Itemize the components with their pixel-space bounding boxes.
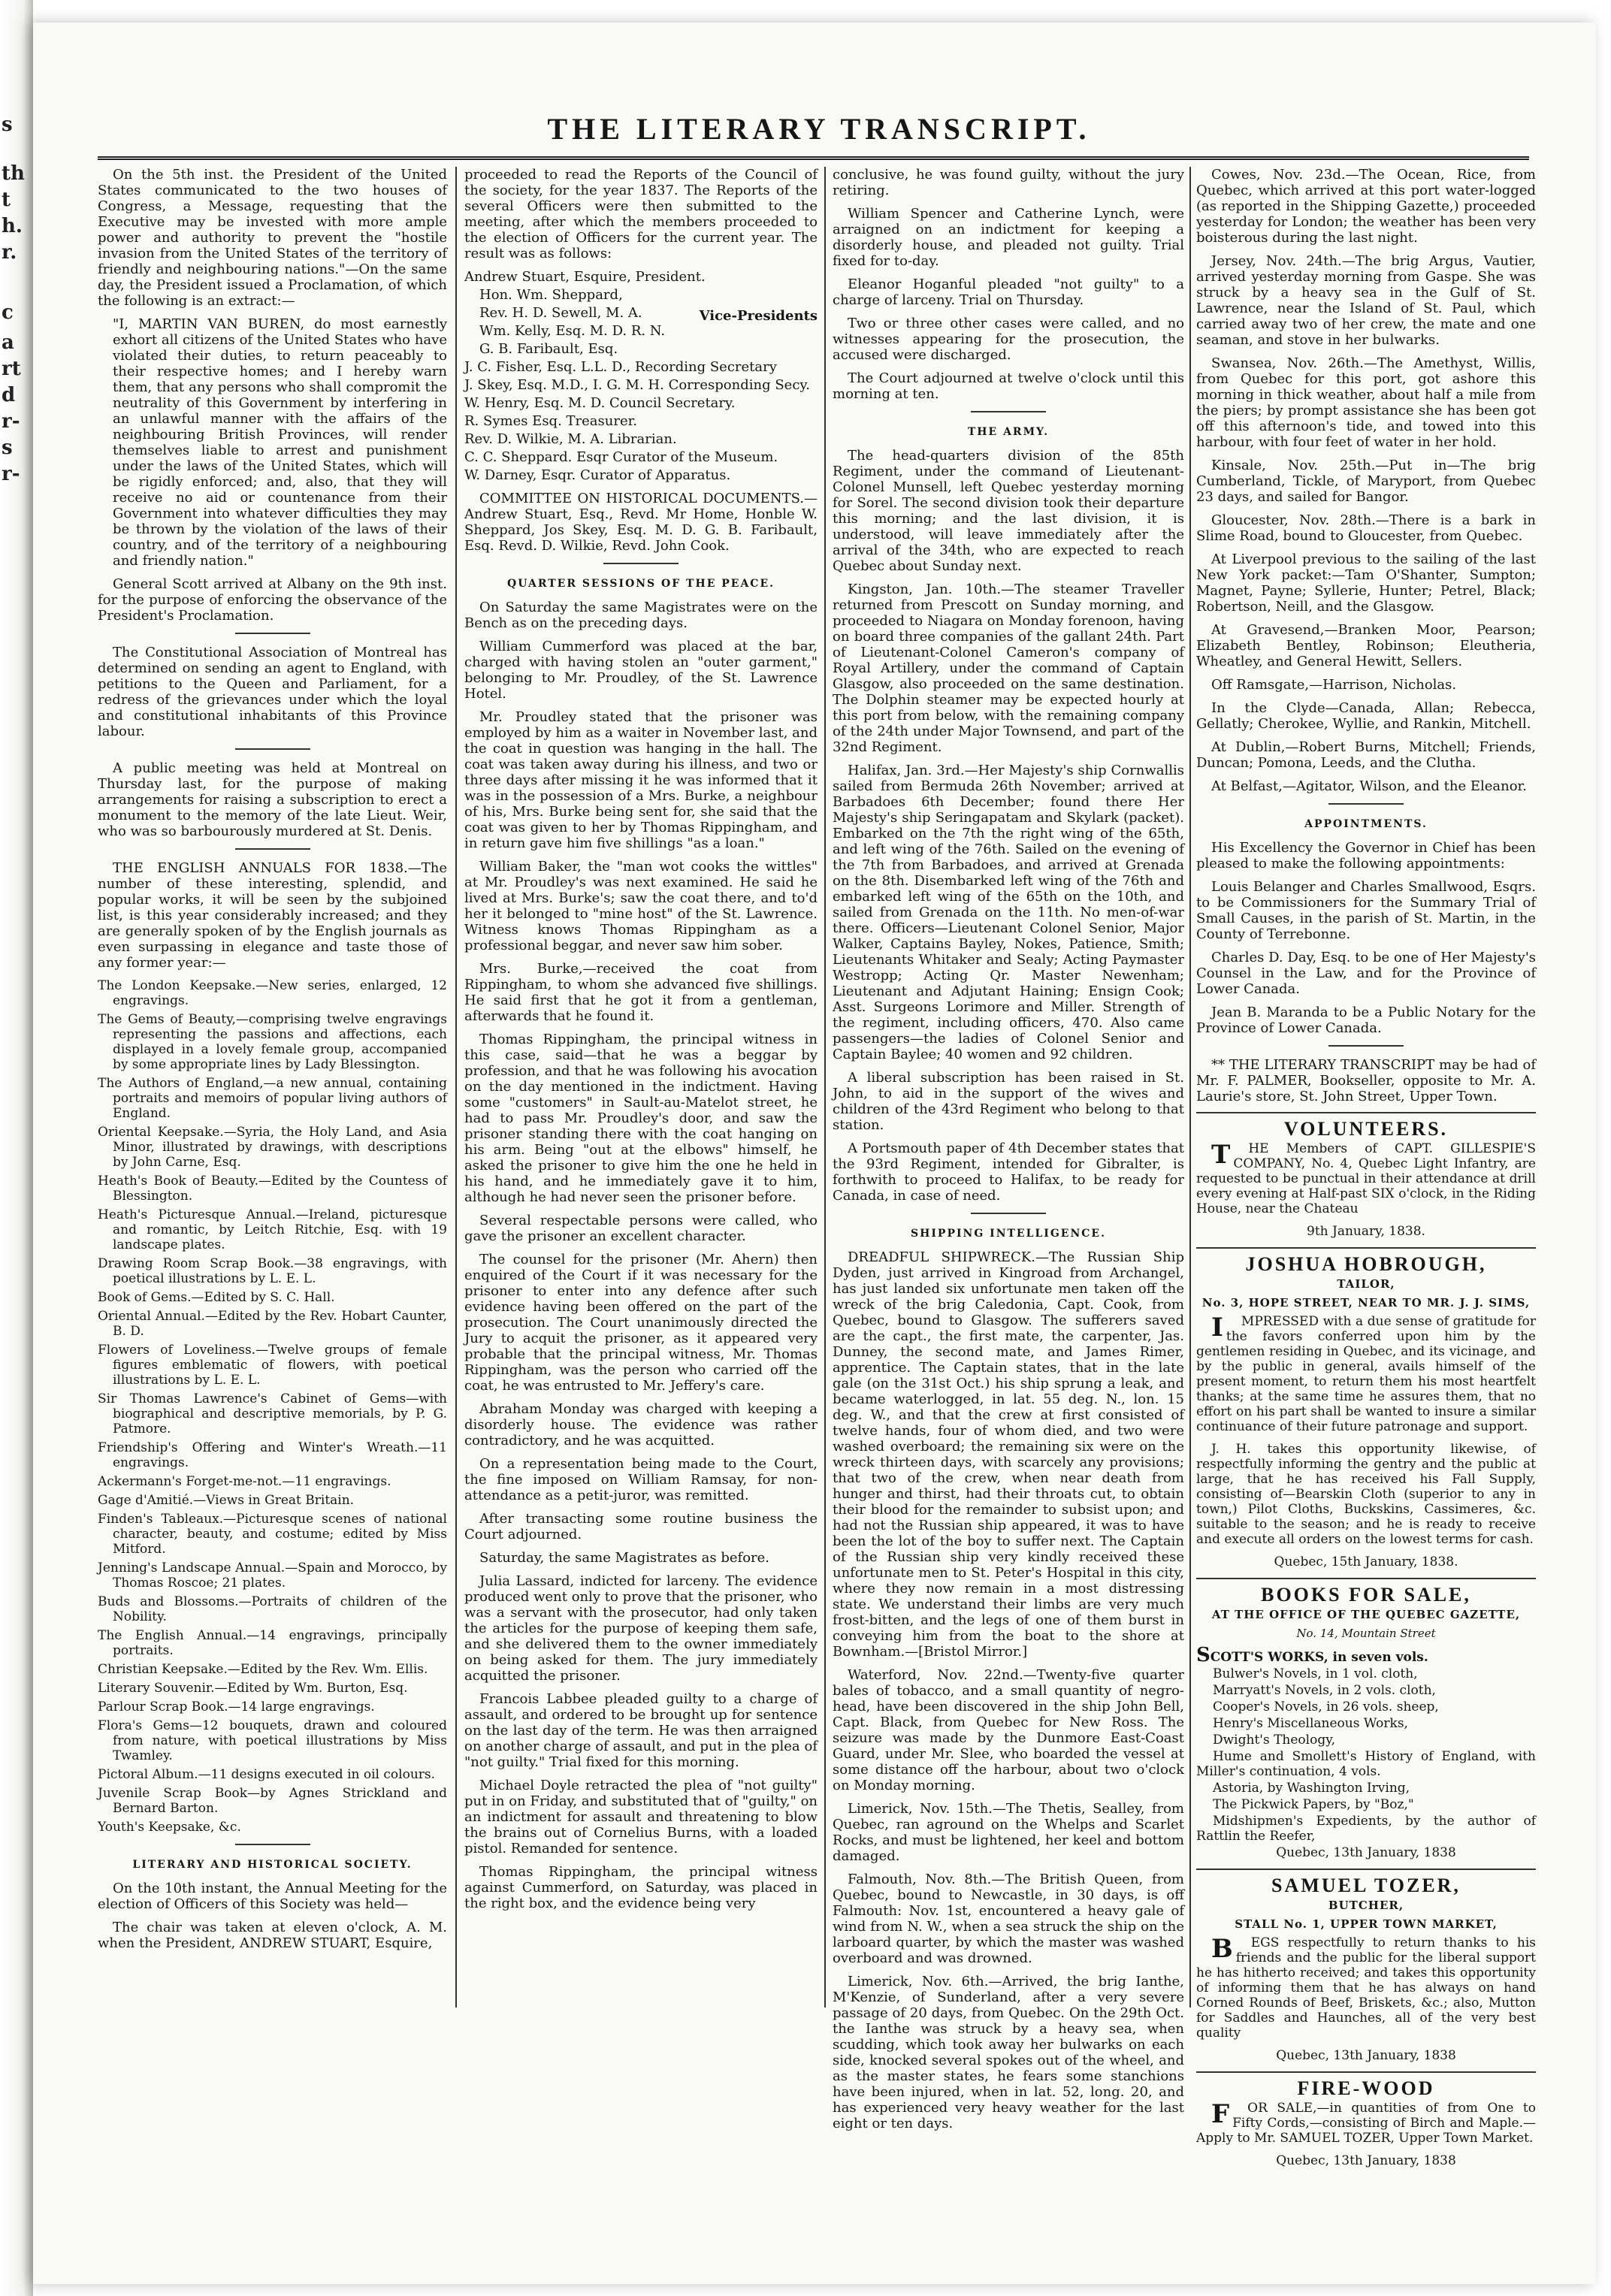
paragraph: On a representation being made to the Court, the fine imposed on William Ramsay, for non-attendance as a petit-juror, was remitted.: [464, 1456, 818, 1503]
paragraph: Charles D. Day, Esq. to be one of Her Majesty's Counsel in the Law, and for the Province of Lower Canada.: [1196, 950, 1536, 997]
paragraph: Cowes, Nov. 23d.—The Ocean, Rice, from Quebec, which arrived at this port water-logged (as reported in the Shipping Gazette,) proceeded yesterday for London; the weather has been very boisterous during the last night.: [1196, 167, 1536, 246]
edge-fragment: s: [2, 113, 13, 136]
separator: [235, 1844, 310, 1845]
paragraph: A liberal subscription has been raised in St. John, to aid in the support of the wives and children of the 43rd Regiment who belong to that station.: [833, 1070, 1184, 1133]
list-item: Finden's Tableaux.—Picturesque scenes of national character, beauty, and costume; edited by Miss Mitford.: [98, 1512, 447, 1557]
drop-cap: S: [1196, 1644, 1211, 1666]
proclamation-extract: "I, MARTIN VAN BUREN, do most earnestly exhort all citizens of the United States who have violated their duties, to return peaceably to their respective homes; and I hereby warn them, that any persons who shall compromit the neutrality of this Government by interfering in an unlawful manner with the affairs of the neighbouring British Provinces, will render themselves liable to arrest and punishment under the laws of the United States, which will be rigidly enforced; and, also, that they will receive no aid or countenance from their Government into whatever difficulties they may be thrown by the violation of the laws of their country, and of the territory of a neighbouring and friendly nation.": [113, 316, 447, 569]
paragraph: At Belfast,—Agitator, Wilson, and the Eleanor.: [1211, 778, 1527, 794]
paragraph: The head-quarters division of the 85th Regiment, under the command of Lieutenant-Colonel Munsell, left Quebec yesterday morning for Sorel. The second division took their departure this morning; and the last division, it is understood, will leave immediately after the arrival of the 34th, who are expected to reach Quebec about Sunday next.: [833, 448, 1184, 574]
paragraph: The Court adjourned at twelve o'clock until this morning at ten.: [833, 370, 1184, 402]
list-item: Henry's Miscellaneous Works,: [1213, 1716, 1408, 1731]
separator: [971, 411, 1046, 412]
paragraph: Julia Lassard, indicted for larceny. The evidence produced went only to prove that the prisoner, who was a servant with the prosecutor, had only taken the articles for the purpose of keeping them safe, and she delivered them to the owner immediately on being asked for them. The jury immediately acquitted the prisoner.: [464, 1573, 818, 1684]
ad-date: Quebec, 13th January, 1838: [1276, 2048, 1456, 2063]
committee-historical-documents: COMMITTEE ON HISTORICAL DOCUMENTS.—Andrew Stuart, Esq., Revd. Mr Home, Honble W. Sheppard, Jos Skey, Esq. M. D. G. B. Faribault, Esq. Revd. D. Wilkie, Revd. John Cook.: [464, 491, 818, 554]
ad-heading: BOOKS FOR SALE,: [1261, 1584, 1471, 1606]
ad-text: HE Members of CAPT. GILLESPIE'S COMPANY, No. 4, Quebec Light Infantry, are requested to be punctual in their attendance at drill every evening at Half-past SIX o'clock, in the Riding House, near the Chateau: [1196, 1141, 1536, 1216]
paragraph: Several respectable persons were called, who gave the prisoner an excellent character.: [464, 1213, 818, 1244]
edge-fragment: th: [2, 162, 25, 185]
ad-address: No. 14, Mountain Street: [1296, 1627, 1436, 1640]
paragraph: Abraham Monday was charged with keeping a disorderly house. The evidence was rather contradictory, and he was acquitted.: [464, 1401, 818, 1449]
ad-text: MPRESSED with a due sense of gratitude for the favors conferred upon him by the gentlemen residing in Quebec, and its vicinage, and by the public in general, avails himself of the present moment, to return them his most heartfelt thanks; at the same time he assures them, that no effort on his part shall be wanted to insure a similar continuance of their future patronage and support.: [1196, 1314, 1536, 1434]
paragraph: Eleanor Hoganful pleaded "not guilty" to a charge of larceny. Trial on Thursday.: [833, 276, 1184, 308]
drop-cap: I: [1211, 1313, 1223, 1343]
officer: Rev. H. D. Sewell, M. A.: [479, 305, 642, 321]
ad-text: OR SALE,—in quantities of from One to Fifty Cords,—consisting of Birch and Maple.—Apply to Mr. SAMUEL TOZER, Upper Town Market.: [1196, 2101, 1536, 2146]
list-item: Cooper's Novels, in 26 vols. sheep,: [1213, 1699, 1439, 1714]
paragraph: The counsel for the prisoner (Mr. Ahern) then enquired of the Court if it was necessary for the prisoner to enter into any defence after such evidence having been offered on the part of the prosecution. The Court unanimously directed the Jury to acquit the prisoner, as it appeared very probable that the principal witness, Mr. Thomas Rippingham, was the person who carried off the coat, he was entrusted to Mr. Jeffery's care.: [464, 1252, 818, 1394]
separator: [603, 563, 679, 564]
left-page-edge: [0, 0, 33, 2296]
edge-fragment: rt: [2, 358, 21, 380]
article-english-annuals: THE ENGLISH ANNUALS FOR 1838.—The number of these interesting, splendid, and popular works, it will be seen by the subjoined list, is this year considerably increased; and they are generally spoken of by the English journals as even surpassing in elegance and taste those of any former year:—: [98, 860, 447, 971]
list-item: Drawing Room Scrap Book.—38 engravings, with poetical illustrations by L. E. L.: [98, 1256, 447, 1286]
list-item: Youth's Keepsake, &c.: [98, 1820, 241, 1835]
officer: G. B. Faribault, Esq.: [479, 341, 618, 357]
drop-cap: T: [1211, 1140, 1231, 1170]
list-item: Dwight's Theology,: [1213, 1733, 1335, 1748]
paragraph: His Excellency the Governor in Chief has been pleased to make the following appointments:: [1196, 840, 1536, 872]
column-2: [464, 167, 818, 2015]
article-literary-society-cont: The chair was taken at eleven o'clock, A. M. when the President, ANDREW STUART, Esquire,: [98, 1920, 447, 1951]
column-rule: [455, 167, 457, 2007]
ad-heading: SAMUEL TOZER,: [1271, 1875, 1461, 1896]
section-heading: QUARTER SESSIONS OF THE PEACE.: [507, 578, 775, 590]
paragraph: At Gravesend,—Branken Moor, Pearson; Elizabeth Bentley, Robinson; Eleutheria, Wheatley, and General Hewitt, Sellers.: [1196, 622, 1536, 669]
paragraph: Kinsale, Nov. 25th.—Put in—The brig Cumberland, Tickle, of Maryport, from Quebec 23 days, and sailed for Bangor.: [1196, 458, 1536, 505]
separator: [1328, 803, 1404, 805]
list-item: Sir Thomas Lawrence's Cabinet of Gems—with biographical and descriptive memorials, by P. G. Patmore.: [98, 1391, 447, 1437]
paragraph: After transacting some routine business the Court adjourned.: [464, 1511, 818, 1542]
separator: [1328, 1045, 1404, 1047]
column-3: [833, 167, 1184, 2131]
paragraph: Mrs. Burke,—received the coat from Rippingham, to whom she advanced five shillings. He said first that he got it from a gentleman, afterwards that he found it.: [464, 961, 818, 1024]
list-item: Flowers of Loveliness.—Twelve groups of female figures emblematic of flowers, with poetical illustrations by L. E. L.: [98, 1343, 447, 1388]
article-society-reports: proceeded to read the Reports of the Council of the society, for the year 1837. The Reports of the several Officers were then submitted to the meeting, after which the members proceeded to the election of Officers for the current year. The result was as follows:: [464, 167, 818, 261]
list-item: [1196, 1644, 1536, 1666]
list-item: Heath's Picturesque Annual.—Ireland, picturesque and romantic, by Leitch Ritchie, Esq. with 19 landscape plates.: [98, 1207, 447, 1252]
paragraph: Thomas Rippingham, the principal witness against Cummerford, on Saturday, was placed in the right box, and the evidence being very: [464, 1864, 818, 1911]
officers-list: [464, 269, 818, 483]
section-heading: APPOINTMENTS.: [1304, 818, 1428, 830]
ad-butcher: [1196, 1935, 1536, 2041]
column-rule: [1189, 167, 1191, 2007]
ad-firewood: [1196, 2101, 1536, 2146]
section-heading: SHIPPING INTELLIGENCE.: [911, 1228, 1106, 1240]
ad-text: EGS respectfully to return thanks to his friends and the public for the liberal support he has hitherto received; and takes this opportunity of informing them that he has always on hand Corned Rounds of Beef, Briskets, &c.; also, Mutton for Saddles and Haunches, all of the very best quality: [1196, 1935, 1536, 2041]
list-item: Christian Keepsake.—Edited by the Rev. Wm. Ellis.: [98, 1662, 428, 1677]
list-item: Parlour Scrap Book.—14 large engravings.: [98, 1699, 375, 1714]
officer: J. Skey, Esq. M.D., I. G. M. H. Corresponding Secy.: [464, 377, 810, 393]
paragraph: Francois Labbee pleaded guilty to a charge of assault, and ordered to be brought up for sentence on the last day of the term. He was then arraigned on another charge of assault, and put in the plea of "not guilty." Trial fixed for this morning.: [464, 1691, 818, 1770]
list-item: Oriental Annual.—Edited by the Rev. Hobart Caunter, B. D.: [98, 1309, 447, 1339]
list-item: The English Annual.—14 engravings, principally portraits.: [98, 1628, 447, 1658]
book-title: COTT'S WORKS, in seven vols.: [1210, 1650, 1428, 1665]
paragraph: Waterford, Nov. 22nd.—Twenty-five quarter bales of tobacco, and a small quantity of negro-head, have been discovered in the ship John Bell, Capt. Black, from Quebec for New Ross. The seizure was made by the Dunmore East-Coast Guard, under Mr. Slee, who boarded the vessel at some distance off the harbour, about two o'clock on Monday morning.: [833, 1667, 1184, 1793]
article-president-message: On the 5th inst. the President of the United States communicated to the two houses of Congress, a Message, requesting that the Executive may be invested with more ample power and authority to prevent the "hostile invasion from the United States of the territory of friendly and neighbouring nations."—On the same day, the President issued a Proclamation, of which the following is an extract:—: [98, 167, 447, 309]
paragraph: Saturday, the same Magistrates as before.: [479, 1550, 770, 1566]
ad-heading: JOSHUA HOBROUGH,: [1245, 1253, 1487, 1275]
officer: R. Symes Esq. Treasurer.: [464, 413, 637, 429]
annuals-list: [98, 978, 447, 1835]
ad-date: 9th January, 1838.: [1307, 1224, 1425, 1239]
list-item: Friendship's Offering and Winter's Wreath.—11 engravings.: [98, 1440, 447, 1470]
ad-subheading: BUTCHER,: [1328, 1899, 1404, 1912]
separator: [235, 633, 310, 634]
officer: C. C. Sheppard. Esqr Curator of the Museum.: [464, 449, 778, 465]
paragraph: At Dublin,—Robert Burns, Mitchell; Friends, Duncan; Pomona, Leeds, and the Clutha.: [1196, 739, 1536, 771]
column-1: [98, 167, 447, 2015]
edge-fragment: r-: [2, 410, 20, 433]
paragraph: Limerick, Nov. 6th.—Arrived, the brig Ianthe, M'Kenzie, of Sunderland, after a very severe passage of 20 days, from Quebec. On the 29th Oct. the Ianthe was struck by a heavy sea, when scudding, which took away her bulwarks on each side, knocked several spokes out of the wheel, and as the master states, he fears some stanchions have been injured, when in lat. 52, long. 20, and has experienced very heavy weather for the last eight or ten days.: [833, 1974, 1184, 2131]
list-item: Ackermann's Forget-me-not.—11 engravings.: [98, 1474, 391, 1489]
paragraph: William Cummerford was placed at the bar, charged with having stolen an "outer garment," belonging to Mr. Proudley, of the St. Lawrence Hotel.: [464, 639, 818, 702]
ad-rule: [1196, 1112, 1536, 1113]
list-item: Astoria, by Washington Irving,: [1213, 1781, 1410, 1796]
drop-cap: F: [1211, 2099, 1230, 2129]
paragraph: Halifax, Jan. 3rd.—Her Majesty's ship Cornwallis sailed from Bermuda 26th November; arrived at Barbadoes 6th December; found there Her Majesty's ship Seringapatam and Skylark (packet). Embarked on the 7th the right wing of the 65th, and left wing of the 76th. Sailed on the evening of the 7th from Barbadoes, and arrived at Grenada on the 8th. Disembarked left wing of the 76th and embarked left wing of the 65th on the 10th, and sailed from Grenada on the 11th. No men-of-war there. Officers—Lieutenant Colonel Senior, Major Walker, Captains Bayley, Nokes, Patience, Smith; Lieutenants Whitaker and Sealy; Acting Paymaster Westropp; Acting Qr. Master Newenham; Lieutenant and Adjutant Haining; Ensign Cook; Asst. Surgeons Lorimore and Miller. Strength of the regiment, including officers, 470. Also came passengers—the ladies of Colonel Senior and Captain Baylee; 40 women and 92 children.: [833, 763, 1184, 1062]
ad-rule: [1196, 1869, 1536, 1870]
edge-fragment: c: [2, 301, 14, 324]
paragraph: A Portsmouth paper of 4th December states that the 93rd Regiment, intended for Gibralter, is forthwith to proceed to Halifax, to be ready for Canada, in case of need.: [833, 1140, 1184, 1204]
column-4: [1196, 167, 1536, 2168]
paragraph: Gloucester, Nov. 28th.—There is a bark in Slime Road, bound to Gloucester, from Quebec.: [1196, 512, 1536, 544]
ad-address: STALL No. 1, UPPER TOWN MARKET,: [1235, 1917, 1498, 1931]
officer: Hon. Wm. Sheppard,: [479, 287, 623, 303]
list-item: Juvenile Scrap Book—by Agnes Strickland and Bernard Barton.: [98, 1786, 447, 1816]
ad-volunteers: [1196, 1141, 1536, 1216]
officer: Andrew Stuart, Esquire, President.: [464, 269, 706, 285]
edge-fragment: d: [2, 384, 16, 406]
paragraph: Louis Belanger and Charles Smallwood, Esqrs. to be Commissioners for the Summary Trial of Small Causes, in the parish of St. Martin, in the County of Terrebonne.: [1196, 879, 1536, 942]
edge-fragment: r-: [2, 463, 20, 485]
separator: [235, 848, 310, 850]
ad-subheading: TAILOR,: [1337, 1277, 1395, 1291]
officer: Rev. D. Wilkie, M. A. Librarian.: [464, 431, 677, 447]
list-item: Heath's Book of Beauty.—Edited by the Countess of Blessington.: [98, 1174, 447, 1204]
paragraph: Mr. Proudley stated that the prisoner was employed by him as a waiter in November last, and the coat in question was hanging in the hall. The coat was taken away during his illness, and two or three days after missing it he was informed that it was in the possession of a Mrs. Burke, a neighbour of his, Mrs. Burke being sent for, she said that the coat was given to her by Thomas Rippingham, and in return gave him five shillings "as a loan.": [464, 709, 818, 851]
officer: W. Darney, Esqr. Curator of Apparatus.: [464, 467, 731, 483]
drop-cap: B: [1211, 1934, 1233, 1964]
list-item: The London Keepsake.—New series, enlarged, 12 engravings.: [98, 978, 447, 1008]
paragraph: Falmouth, Nov. 8th.—The British Queen, from Quebec, bound to Newcastle, in 30 days, is off Falmouth: Nov. 1st, encountered a heavy gale of wind from N. W., when a sea struck the ship on the larboard quarter, by which the master was washed overboard and was drowned.: [833, 1872, 1184, 1966]
list-item: Bulwer's Novels, in 1 vol. cloth,: [1213, 1666, 1418, 1681]
paragraph: At Liverpool previous to the sailing of the last New York packet:—Tam O'Shanter, Sumpton; Magnet, Payne; Syllerie, Hunter; Petrel, Black; Robertson, Neill, and the Glasgow.: [1196, 551, 1536, 615]
ad-heading: VOLUNTEERS.: [1283, 1118, 1449, 1140]
ad-text: J. H. takes this opportunity likewise, of respectfully informing the gentry and the public at large, that he has received his Fall Supply, consisting of—Bearskin Cloth (superior to any in town,) Pilot Cloths, Buckskins, Cassimeres, &c. suitable to the season; and he is ready to receive and execute all orders on the lowest terms for cash.: [1196, 1442, 1536, 1547]
paragraph: Jersey, Nov. 24th.—The brig Argus, Vautier, arrived yesterday morning from Gaspe. She was struck by a heavy sea in the Gulf of St. Lawrence, near the Island of St. Paul, which carried away two of her crew, the mate and one seaman, and stove in her bulwarks.: [1196, 253, 1536, 348]
paragraph: Michael Doyle retracted the plea of "not guilty" put in on Friday, and substituted that of "guilty," on an indictment for assault and threatening to blow the brains out of Cornelius Burns, with a loaded pistol. Remanded for sentence.: [464, 1778, 818, 1856]
edge-fragment: t: [2, 189, 11, 211]
separator: [235, 748, 310, 750]
article-general-scott: General Scott arrived at Albany on the 9th inst. for the purpose of enforcing the observance of the President's Proclamation.: [98, 576, 447, 624]
paragraph: On Saturday the same Magistrates were on the Bench as on the preceding days.: [464, 600, 818, 631]
list-item: Marryatt's Novels, in 2 vols. cloth,: [1213, 1683, 1436, 1698]
article-montreal-meeting: A public meeting was held at Montreal on Thursday last, for the purpose of making arrangements for raising a subscription to erect a monument to the memory of the late Lieut. Weir, who was so barbourously murdered at St. Denis.: [98, 760, 447, 839]
list-item: The Authors of England,—a new annual, containing portraits and memoirs of popular living authors of England.: [98, 1076, 447, 1121]
separator: [971, 1213, 1046, 1214]
paragraph: Two or three other cases were called, and no witnesses appearing for the prosecution, the accused were discharged.: [833, 316, 1184, 363]
ad-date: Quebec, 13th January, 1838: [1276, 1845, 1456, 1860]
masthead-rule: [98, 156, 1529, 160]
edge-fragment: h.: [2, 215, 23, 237]
column-rule: [824, 167, 826, 2007]
list-item: Buds and Blossoms.—Portraits of children of the Nobility.: [98, 1594, 447, 1624]
paragraph: William Spencer and Catherine Lynch, were arraigned on an indictment for keeping a disorderly house, and pleaded not guilty. Trial fixed for to-day.: [833, 206, 1184, 269]
article-constitutional-association: The Constitutional Association of Montreal has determined on sending an agent to England, with petitions to the Queen and Parliament, for a redress of the grievances under which the loyal and constitutional inhabitants of this Province labour.: [98, 645, 447, 739]
list-item: Midshipmen's Expedients, by the author of Rattlin the Reefer,: [1196, 1814, 1536, 1844]
ad-heading: FIRE-WOOD: [1297, 2077, 1435, 2099]
ad-date: Quebec, 13th January, 1838: [1276, 2153, 1456, 2168]
ad-rule: [1196, 1578, 1536, 1579]
list-item: Flora's Gems—12 bouquets, drawn and coloured from nature, with poetical illustrations by Miss Twamley.: [98, 1718, 447, 1763]
list-item: Pictoral Album.—11 designs executed in oil colours.: [98, 1767, 436, 1782]
list-item: Literary Souvenir.—Edited by Wm. Burton, Esq.: [98, 1681, 408, 1696]
paragraph: Off Ramsgate,—Harrison, Nicholas.: [1211, 677, 1457, 693]
books-list: [1196, 1644, 1536, 1844]
masthead: THE LITERARY TRANSCRIPT.: [547, 112, 1091, 146]
list-item: Oriental Keepsake.—Syria, the Holy Land, and Asia Minor, illustrated by drawings, with descriptions by John Carne, Esq.: [98, 1125, 447, 1170]
list-item: Gage d'Amitié.—Views in Great Britain.: [98, 1493, 355, 1508]
paragraph: Jean B. Maranda to be a Public Notary for the Province of Lower Canada.: [1196, 1005, 1536, 1036]
paragraph: Swansea, Nov. 26th.—The Amethyst, Willis, from Quebec for this port, got ashore this morning in thick weather, about half a mile from the piers; by prompt assistance she has been got off this afternoon's tide, and towed into this harbour, with four feet of water in her hold.: [1196, 355, 1536, 450]
list-item: The Pickwick Papers, by "Boz,": [1213, 1797, 1414, 1812]
ad-tailor: [1196, 1314, 1536, 1434]
paragraph: In the Clyde—Canada, Allan; Rebecca, Gellatly; Cherokee, Wyllie, and Rankin, Mitchell.: [1196, 700, 1536, 732]
officer: Wm. Kelly, Esq. M. D. R. N.: [479, 323, 666, 339]
transcript-notice: ** THE LITERARY TRANSCRIPT may be had of Mr. F. PALMER, Bookseller, opposite to Mr. A. Laurie's store, St. John Street, Upper Town.: [1196, 1057, 1536, 1104]
paragraph: conclusive, he was found guilty, without the jury retiring.: [833, 167, 1184, 198]
vice-presidents-label: Vice-Presidents: [699, 308, 818, 324]
paragraph: William Baker, the "man wot cooks the wittles" at Mr. Proudley's was next examined. He said he lived at Mrs. Burke's; saw the coat there, and to'd her it belonged to "mine host" of the St. Lawrence. Witness knows Thomas Rippingham as a professional beggar, and never saw him sober.: [464, 859, 818, 953]
officer: J. C. Fisher, Esq. L.L. D., Recording Secretary: [464, 359, 777, 375]
paragraph: Kingston, Jan. 10th.—The steamer Traveller returned from Prescott on Sunday morning, and proceeded to Niagara on Monday forenoon, having on board three companies of the gallant 24th. Part of Lieutenant-Colonel Cameron's company of Royal Artillery, under the command of Captain Glasgow, also proceeded on the same destination. The Dolphin steamer may be expected hourly at this port from below, with the remaining company of the 24th under Major Townsend, and part of the 32nd Regiment.: [833, 582, 1184, 755]
ad-subheading: AT THE OFFICE OF THE QUEBEC GAZETTE,: [1211, 1608, 1521, 1621]
edge-fragment: r.: [2, 241, 17, 264]
ad-address: No. 3, HOPE STREET, NEAR TO MR. J. J. SIMS,: [1201, 1296, 1531, 1310]
section-heading: THE ARMY.: [967, 426, 1050, 438]
list-item: Book of Gems.—Edited by S. C. Hall.: [98, 1290, 335, 1305]
officer: W. Henry, Esq. M. D. Council Secretary.: [464, 395, 736, 411]
edge-fragment: s: [2, 437, 13, 459]
list-item: Hume and Smollett's History of England, with Miller's continuation, 4 vols.: [1196, 1749, 1536, 1779]
ad-date: Quebec, 15th January, 1838.: [1274, 1554, 1458, 1569]
list-item: The Gems of Beauty,—comprising twelve engravings representing the passions and affections, each displayed in a lovely female group, accompanied by some appropriate lines by Lady Blessington.: [98, 1012, 447, 1072]
ad-rule: [1196, 2071, 1536, 2073]
paragraph: DREADFUL SHIPWRECK.—The Russian Ship Dyden, just arrived in Kingroad from Archangel, has just landed six unfortunate men taken off the wreck of the brig Caledonia, Capt. Cook, from Quebec, bound to Glasgow. The sufferers saved are the capt., the first mate, the carpenter, Jas. Dunney, the second mate, and James Rimer, apprentice. The Captain states, that in the late gale (on the 31st Oct.) his ship sprung a leak, and became waterlogged, in lat. 55 deg. N., lon. 15 deg. W., and that the crew at first consisted of twelve hands, four of whom died, and two were washed overboard; the remaining six were on the wreck thirteen days, with scarcely any provisions; that two of the crew, when near death from hunger and thirst, had their throats cut, to obtain their blood for the remainder to subsist upon; and had not the Russian ship appeared, it was to have been the lot of the boy to suffer next. The Captain of the Russian ship very kindly received these unfortunate men to St. Peter's Hospital in this city, where they now remain in a most distressing state. We understand their limbs are very much frost-bitten, and the legs of one of them burst in conveying him from the boat to the shore at Bownham.—[Bristol Mirror.]: [833, 1249, 1184, 1660]
edge-fragment: a: [2, 331, 14, 354]
vice-president-group: [479, 287, 818, 357]
paragraph: Thomas Rippingham, the principal witness in this case, said—that he was a beggar by profession, and that he was following his avocation on the day mentioned in the indictment. Having some "customers" in Sault-au-Matelot street, he had to pass Mr. Proudley's door, and saw the prisoner standing there with the coat hanging on his arm. Being "out at the elbows" himself, he asked the prisoner to give him the one he held in his hand, and he immediately gave it to him, although he had never seen the prisoner before.: [464, 1032, 818, 1205]
section-heading: LITERARY AND HISTORICAL SOCIETY.: [132, 1859, 413, 1871]
list-item: Jenning's Landscape Annual.—Spain and Morocco, by Thomas Roscoe; 21 plates.: [98, 1560, 447, 1591]
article-literary-society: On the 10th instant, the Annual Meeting for the election of Officers of this Society was held—: [98, 1881, 447, 1912]
paragraph: Limerick, Nov. 15th.—The Thetis, Sealley, from Quebec, ran aground on the Whelps and Scarlet Rocks, and must be lightened, her keel and bottom damaged.: [833, 1801, 1184, 1864]
ad-rule: [1196, 1247, 1536, 1249]
